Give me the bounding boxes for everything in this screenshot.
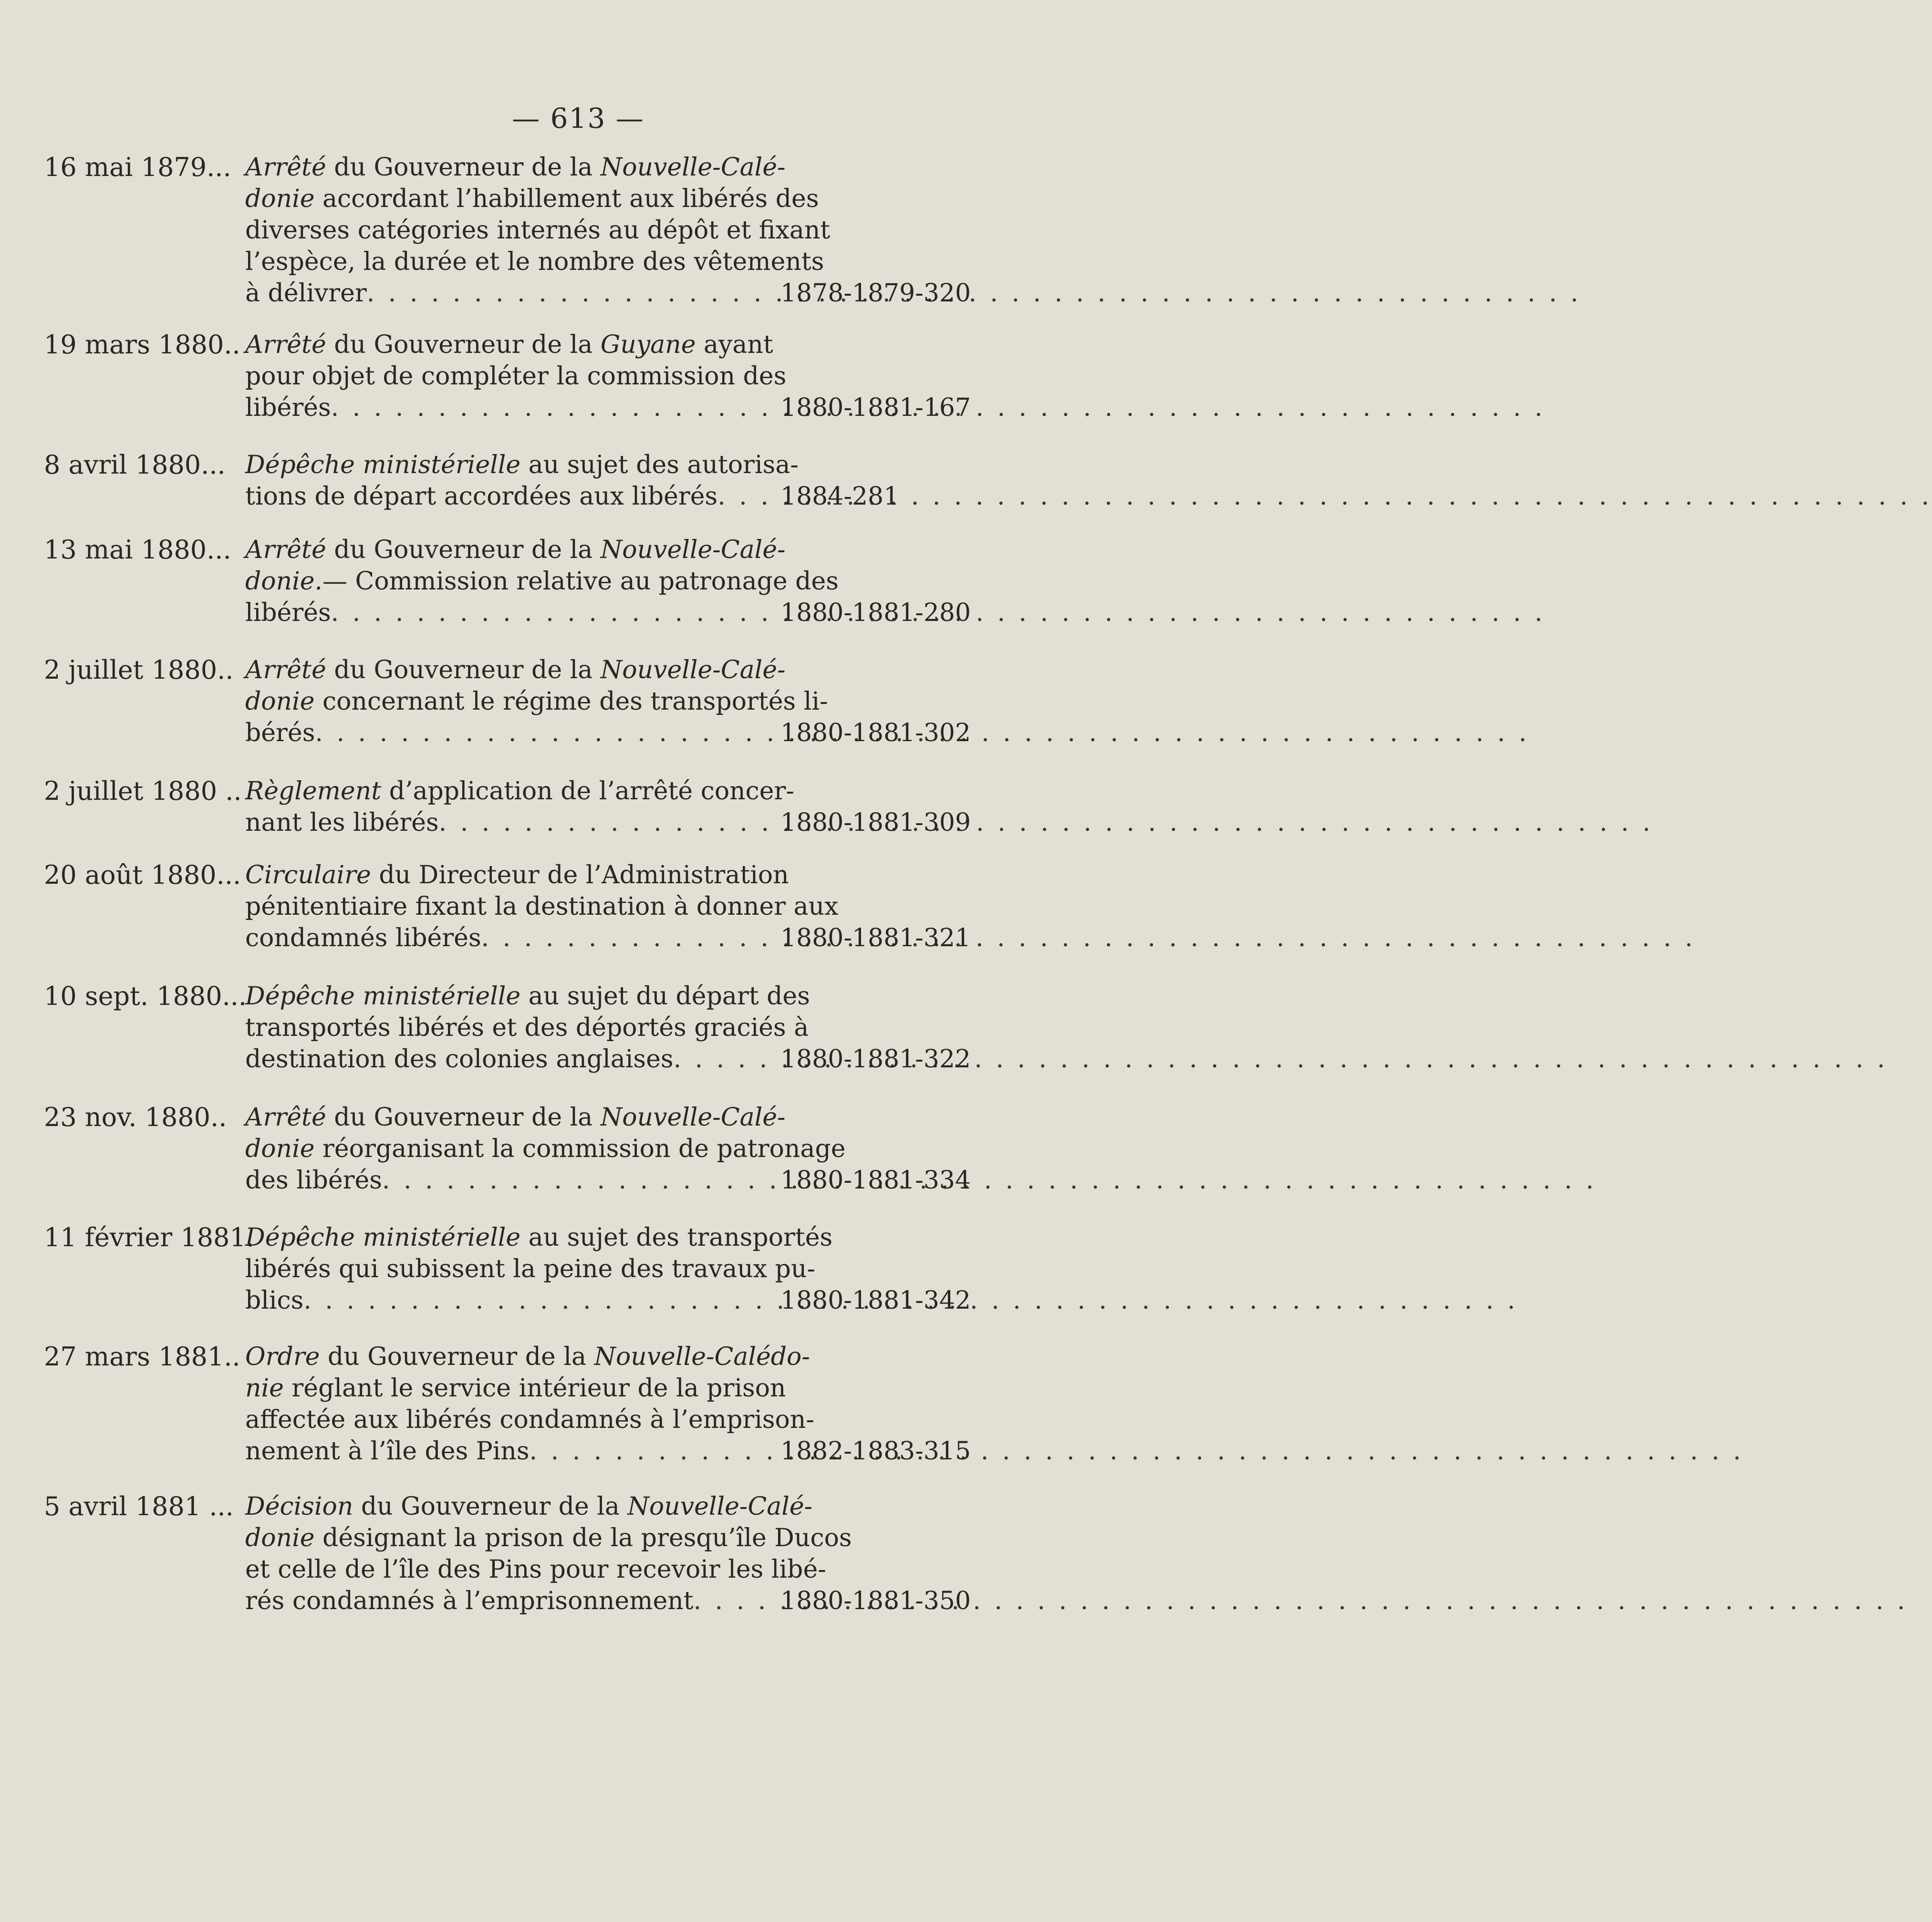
text-line: Circulaire du Directeur de l’Administration <box>245 861 789 889</box>
italic-text: donie <box>245 1524 315 1552</box>
italic-text: Dépêche ministérielle <box>245 982 521 1011</box>
dot-leader <box>367 278 1581 309</box>
text-line: libérés . . . <box>245 392 773 424</box>
entry-reference: 1882-1883-315 <box>780 1437 971 1466</box>
entry-date: 20 août 1880... <box>44 860 241 890</box>
entry-text <box>245 1491 852 1617</box>
italic-text: Nouvelle-Calé- <box>600 656 786 684</box>
entry-date: 8 avril 1880... <box>44 450 226 480</box>
text-line: des libérés . . . <box>245 1165 773 1196</box>
text-line: diverses catégories internés au dépôt et fixant <box>245 216 831 245</box>
text-line: destination des colonies anglaises . . . <box>245 1044 773 1075</box>
text-line: blics . . . <box>245 1285 773 1316</box>
text-line: Dépêche ministérielle au sujet du départ des <box>245 982 810 1011</box>
text-line: libérés qui subissent la peine des travaux pu- <box>245 1255 816 1283</box>
italic-text: Arrêté <box>245 1103 326 1132</box>
entry-date: 2 juillet 1880 .. <box>44 776 242 806</box>
text-line: Arrêté du Gouverneur de la Nouvelle-Calé- <box>245 536 786 564</box>
text-line: Dépêche ministérielle au sujet des transportés <box>245 1223 833 1252</box>
italic-text: Dépêche ministérielle <box>245 451 521 479</box>
text-line: Dépêche ministérielle au sujet des autorisa- <box>245 451 799 479</box>
italic-text: donie <box>245 1135 315 1163</box>
italic-text: Nouvelle-Calédo- <box>594 1343 810 1371</box>
dot-leader <box>717 481 1932 512</box>
entry-reference: 1880-1881-350 <box>780 1587 971 1615</box>
text-line: condamnés libérés . . . <box>245 922 773 954</box>
italic-text: Guyane <box>600 331 696 359</box>
entry-text <box>245 1222 833 1316</box>
italic-text: Arrêté <box>245 153 326 182</box>
entry-text <box>245 152 831 309</box>
text-line: Ordre du Gouverneur de la Nouvelle-Calédo- <box>245 1343 810 1371</box>
dot-leader <box>530 1436 1744 1467</box>
text-line: Décision du Gouverneur de la Nouvelle-Calé- <box>245 1492 813 1521</box>
entry-reference: 1884-281 <box>780 482 900 511</box>
entry-reference: 1880-1881-167 <box>780 393 971 422</box>
entry-reference: 1880-1881-342 <box>780 1286 971 1315</box>
entry-date: 23 nov. 1880.. <box>44 1102 227 1132</box>
text-line: donie réorganisant la commission de patronage <box>245 1135 846 1163</box>
entry-date: 11 février 1881. <box>44 1222 254 1252</box>
dot-leader <box>481 922 1696 954</box>
entry-date: 5 avril 1881 ... <box>44 1491 234 1521</box>
italic-text: Ordre <box>245 1343 320 1371</box>
entry-text <box>245 859 839 954</box>
text-line: Règlement d’application de l’arrêté concer- <box>245 777 794 806</box>
entry-reference: 1880-1881-321 <box>780 924 971 952</box>
text-line: Arrêté du Gouverneur de la Nouvelle-Calé- <box>245 1103 786 1132</box>
entry-date: 27 mars 1881.. <box>44 1342 240 1372</box>
italic-text: Nouvelle-Calé- <box>627 1492 813 1521</box>
entry-date: 19 mars 1880.. <box>44 330 240 360</box>
entry-date: 13 mai 1880... <box>44 535 231 565</box>
text-line: bérés . . . <box>245 717 773 749</box>
text-line: donie.— Commission relative au patronage des <box>245 567 839 596</box>
italic-text: Circulaire <box>245 861 371 889</box>
italic-text: nie <box>245 1374 284 1403</box>
text-line: nie réglant le service intérieur de la prison <box>245 1374 786 1403</box>
italic-text: Nouvelle-Calé- <box>600 536 786 564</box>
italic-text: Règlement <box>245 777 382 806</box>
entry-text <box>245 1341 814 1467</box>
italic-text: donie <box>245 185 315 213</box>
dot-leader <box>382 1165 1597 1196</box>
page-number: — 613 — <box>512 102 644 134</box>
entry-reference: 1880-1881-309 <box>780 808 971 837</box>
text-line: donie concernant le régime des transportés li- <box>245 687 828 716</box>
entry-reference: 1880-1881-322 <box>780 1045 971 1074</box>
text-line: donie accordant l’habillement aux libérés des <box>245 185 819 213</box>
text-line: nant les libérés . . . <box>245 807 773 838</box>
text-line: Arrêté du Gouverneur de la Nouvelle-Calé- <box>245 656 786 684</box>
entry-date: 16 mai 1879... <box>44 152 231 182</box>
text-line: Arrêté du Gouverneur de la Guyane ayant <box>245 331 773 359</box>
text-line: l’espèce, la durée et le nombre des vêtements <box>245 248 824 276</box>
italic-text: donie <box>245 687 315 716</box>
text-line: transportés libérés et des déportés graciés à <box>245 1013 809 1042</box>
text-line: Arrêté du Gouverneur de la Nouvelle-Calé- <box>245 153 786 182</box>
entry-text <box>245 534 839 629</box>
entry-text <box>245 775 794 838</box>
text-line: donie désignant la prison de la presqu’île Ducos <box>245 1524 852 1552</box>
text-line: à délivrer . . . <box>245 278 773 309</box>
entry-text <box>245 329 787 424</box>
italic-text: Nouvelle-Calé- <box>600 1103 786 1132</box>
text-line: tions de départ accordées aux libérés . . . <box>245 481 773 512</box>
text-line: nement à l’île des Pins . . . <box>245 1436 773 1467</box>
entry-reference: 1880-1881-334 <box>780 1166 971 1195</box>
italic-text: Arrêté <box>245 331 326 359</box>
entry-text <box>245 981 810 1075</box>
text-line: libérés . . . <box>245 597 773 629</box>
entry-reference: 1878-1879-320 <box>780 279 971 308</box>
text-line: pour objet de compléter la commission des <box>245 362 787 391</box>
text-line: et celle de l’île des Pins pour recevoir les libé- <box>245 1555 826 1584</box>
italic-text: donie. <box>245 567 323 596</box>
dot-leader <box>439 807 1653 838</box>
text-line: rés condamnés à l’emprisonnement . . . <box>245 1585 773 1617</box>
italic-text: Décision <box>245 1492 353 1521</box>
text-line: pénitentiaire fixant la destination à donner aux <box>245 892 839 921</box>
italic-text: Nouvelle-Calé- <box>600 153 786 182</box>
entry-text <box>245 654 828 749</box>
entry-text <box>245 1102 846 1196</box>
italic-text: Arrêté <box>245 536 326 564</box>
entry-reference: 1880-1881-280 <box>780 599 971 627</box>
italic-text: Dépêche ministérielle <box>245 1223 521 1252</box>
italic-text: Arrêté <box>245 656 326 684</box>
text-line: affectée aux libérés condamnés à l’emprison- <box>245 1405 814 1434</box>
entry-date: 10 sept. 1880... <box>44 981 247 1011</box>
entry-text <box>245 449 799 512</box>
entry-date: 2 juillet 1880.. <box>44 655 234 685</box>
entry-reference: 1880-1881-302 <box>780 719 971 747</box>
